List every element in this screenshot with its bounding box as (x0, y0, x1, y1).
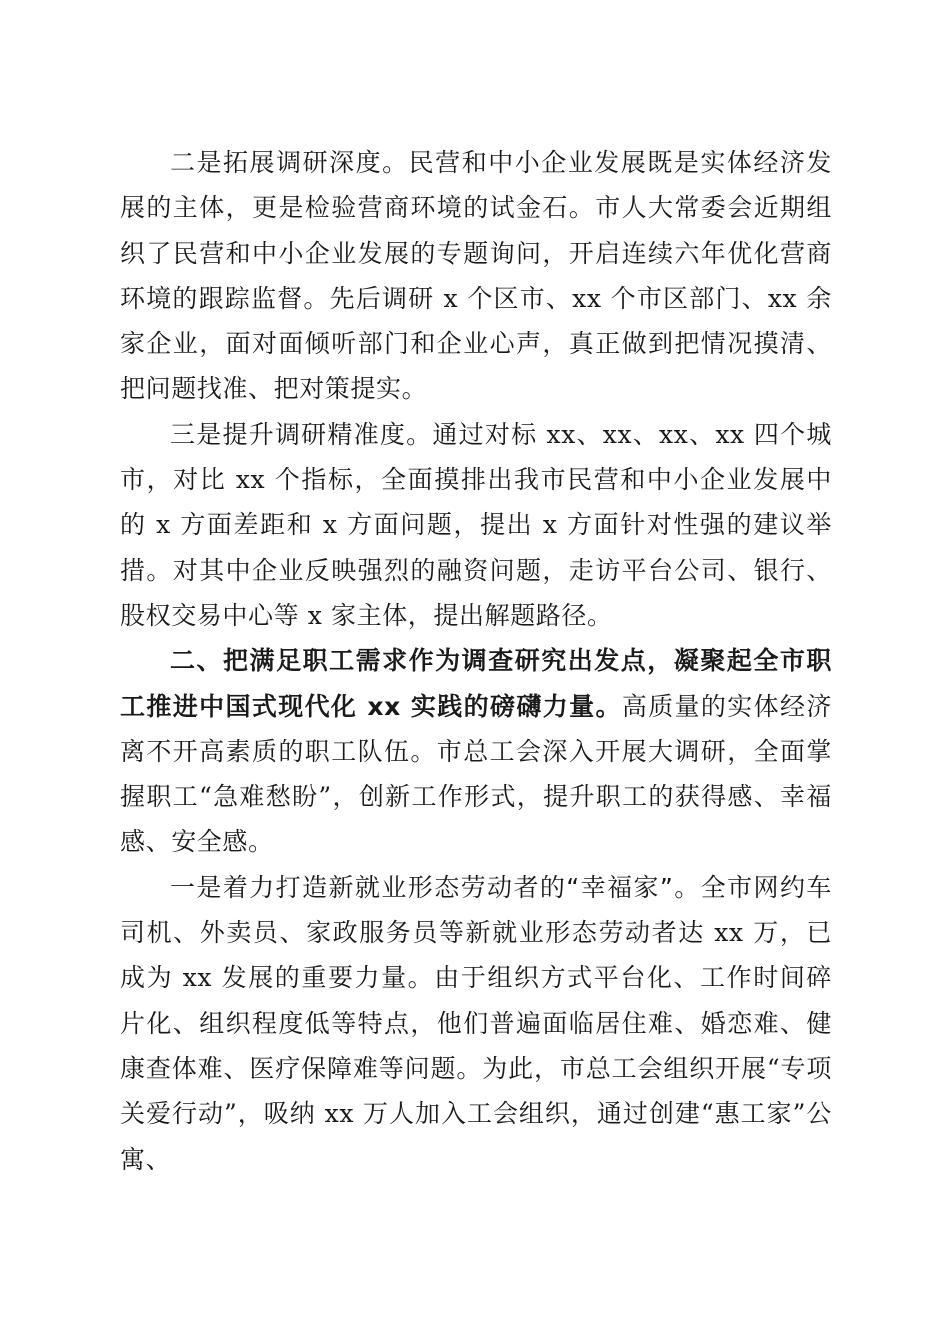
paragraph-lead: 一是着力打造新就业形态劳动者的“幸福家”。 (170, 872, 701, 902)
paragraph-lead: 二是拓展调研深度。 (170, 148, 409, 177)
paragraph-lead: 三是提升调研精准度。 (170, 419, 433, 449)
paragraph-improve-precision (120, 412, 832, 638)
section-heading: 二、把满足职工需求作为调查研究出发点，凝聚起全市职工推进中国式现代化 xx 实践的磅礴力量。 (120, 646, 832, 721)
paragraph-happy-home (120, 865, 832, 1182)
document-body (120, 140, 832, 1182)
paragraph-text: 通过对标 xx、xx、xx、xx 四个城市，对比 xx 个指标，全面摸排出我市民营和中小企业发展中的 x 方面差距和 x 方面问题，提出 x 方面针对性强的建议举措。对其中企业反映强烈的融资问题，走访平台公司、银行、股权交易中心等 x 家主体，提出解题路径。 (120, 419, 832, 630)
paragraph-text: 高质量的实体经济离不开高素质的职工队伍。市总工会深入开展大调研，全面掌握职工“急难愁盼”，创新工作形式，提升职工的获得感、幸福感、安全感。 (120, 691, 832, 857)
paragraph-deepen-research (120, 140, 832, 412)
paragraph-text: 民营和中小企业发展既是实体经济发展的主体，更是检验营商环境的试金石。市人大常委会近期组织了民营和中小企业发展的专题询问，开启连续六年优化营商环境的跟踪监督。先后调研 x 个区市、xx 个市区部门、xx 余家企业，面对面倾听部门和企业心声，真正做到把情况摸清、把问题找准、把对策提实。 (120, 148, 832, 404)
paragraph-text: 全市网约车司机、外卖员、家政服务员等新就业形态劳动者达 xx 万，已成为 xx 发展的重要力量。由于组织方式平台化、工作时间碎片化、组织程度低等特点，他们普遍面临居住难、婚恋难、健康查体难、医疗保障难等问题。为此，市总工会组织开展“专项关爱行动”，吸纳 xx 万人加入工会组织，通过创建“惠工家”公寓、 (120, 872, 832, 1174)
paragraph-section-two (120, 638, 832, 864)
